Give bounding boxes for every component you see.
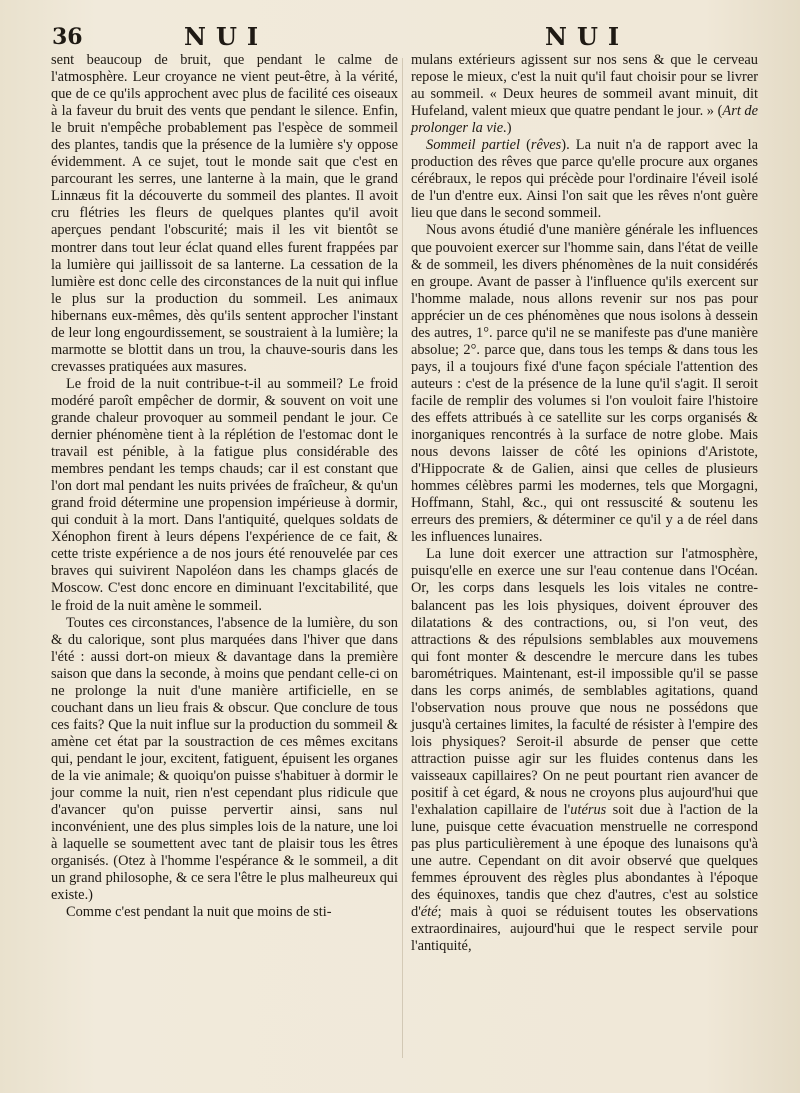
right-column [411,52,758,955]
section-heading: Sommeil partiel [426,137,521,154]
citation: Art de prolonger la vie. [411,103,759,137]
paragraph-text: ; mais à quoi se réduisent toutes les observations extraordinaires, aujourd'hui que le respect servile pour l'antiquité, [411,904,758,955]
column-divider [402,58,403,1058]
paren-open: ( [520,137,531,154]
running-head-right: NUI [545,22,630,51]
paragraph: sent beaucoup de bruit, que pendant le calme de l'atmosphère. Leur croyance ne vient peut-être, à la vérité, que de ce qu'ils approchent avec plus de facilité ces oiseaux à la faveur du bruit des vents que pendant le silence. Enfin, le bruit n'empêche probablement pas l'espèce de sommeil des plantes, tandis que la présence de la lumière s'y oppose évidemment. A ce sujet, tout le monde sait que c'est en parcourant les serres, une lanterne à la main, que le grand Linnæus fit la découverte du sommeil des plantes. Il avoit cru flétries les fleurs de quelques plantes qu'il avoit aperçues pendant l'obscurité; mais il les vit bientôt se montrer dans tout leur éclat quand elles furent frappées par la lumière qui jaillissoit de sa lanterne. La cessation de la lumière est donc celle des circonstances de la nuit qui influe le plus sur la production du sommeil. Les animaux hibernans eux-mêmes, dès qu'ils sentent approcher l'instant de leur long engourdissement, se soustraient à la lumière; la marmotte se blottit dans un trou, la chauve-souris dans les crevasses pratiquées aux masures. [51,52,398,375]
paragraph [411,52,758,137]
page-number: 36 [52,24,83,50]
paragraph: Nous avons étudié d'une manière générale les influences que pouvoient exercer sur l'homme sain, dans l'état de veille & de sommeil, les divers phénomènes de la nuit considérés en groupe. Avant de passer à l'influence qu'ils exercent sur l'homme malade, nous allons revenir sur nos pas pour apprécier un de ces phénomènes que nous isolons à dessein des autres, 1°. parce qu'il ne se manifeste pas d'une manière absolue; 2°. parce que, dans tous les temps & dans tous les pays, il a toujours fixé d'une façon spéciale l'attention des auteurs : c'est de la présence de la lune qu'il s'agit. Il seroit facile de remplir des volumes si l'on vouloit faire l'histoire des effets attribués à ce satellite sur les corps organisés & inorganiques rencontrés à la surface de notre globe. Mais nous devons laisser de côté les opinions d'Aristote, d'Hippocrate & de Galien, ainsi que celles de plusieurs hommes célèbres parmi les modernes, tels que Morgagni, Hoffmann, Stahl, &c., qui ont ressuscité & soutenu les erreurs des premiers, & déterminer ce qu'il y a de réel dans les influences lunaires. [411,222,758,546]
paragraph-text: La lune doit exercer une attraction sur l'atmosphère, puisqu'elle en exerce une sur l'eau contenue dans l'Océan. Or, les corps dans lesquels les lois vitales ne contre-balancent pas les lois physiques, doivent éprouver des dilatations & des contractions, ou, si l'on veut, des attractions & des répulsions semblables aux mouvemens qui font monter & descendre le mercure dans les tubes barométriques. Maintenant, est-il impossible qu'il se passe dans les corps animés, de semblables agitations, quand l'observation nous prouve que nous ne possédons que jusqu'à certaines limites, la faculté de résister à l'empire des lois physiques? Seroit-il absurde de penser que cette attraction puisse agir sur les fluides contenus dans les vaisseaux capillaires? On ne peut pourtant rien avancer de positif à cet égard, & nous ne croyons plus aujourd'hui que l'exhalation capillaire de l' [411,546,758,819]
paragraph [411,546,758,955]
paragraph: Comme c'est pendant la nuit que moins de sti- [66,904,332,921]
page-header [52,22,770,54]
paragraph-text: ). La nuit n'a de rapport avec la production des rêves que parce qu'elle procure aux organes cérébraux, le repos qui précède pour l'ordinaire l'éveil isolé de l'un d'entre eux. Ainsi l'on sait que les rêves n'ont guère lieu que dans le second sommeil. [411,137,758,222]
paragraph: Toutes ces circonstances, l'absence de la lumière, du son & du calorique, sont plus marquées dans l'hiver que dans l'été : aussi dort-on mieux & davantage dans la première saison que dans la seconde, à moins que pendant celle-ci on ne prolonge la nuit d'une manière artificielle, en se couchant dans un lieu frais & obscur. Que conclure de tous ces faits? Que la nuit influe sur la production du sommeil & amène cet état par la soustraction de ces mêmes excitans qui, pendant le jour, excitent, fatiguent, épuisent les organes de la vie animale; & quoiqu'on puisse s'habituer à dormir le jour comme la nuit, rien n'est cependant plus ridicule que d'avancer qu'on puisse pervertir ainsi, sans nul inconvénient, une des plus simples lois de la nature, une loi à laquelle se soumettent avec tant de plaisir tous les êtres organisés. (Otez à l'homme l'espérance & le sommeil, a dit un grand philosophe, & ce sera l'être le plus malheureux qui existe.) [51,614,398,904]
italic-term: utérus [570,802,607,819]
left-column [51,52,398,921]
paragraph-text: soit due à l'action de la lune, puisque cette évacuation menstruelle ne correspond pas plus particulièrement à une époque des lunaisons qu'à une autre. Cependant on dit avoir observé que quelques femmes éprouvent des règles plus abondantes à l'époque des équinoxes, tandis que chez d'autres, c'est au solstice d' [411,802,758,921]
section-heading-sub: rêves [530,137,562,154]
italic-term: été [420,904,438,921]
citation-close: ) [506,120,512,137]
paragraph: Le froid de la nuit contribue-t-il au sommeil? Le froid modéré paroît empêcher de dormir, & souvent on voit une grande chaleur provoquer au sommeil pendant le jour. Ce dernier phénomène tient à la réplétion de l'estomac dont le travail est pénible, à la fatigue plus considérable des membres pendant les temps chauds; car il est constant que l'on dort mal pendant les nuits privées de fraîcheur, & qu'un grand froid détermine une propension impérieuse à dormir, qui conduit à la mort. Dans l'antiquité, quelques soldats de Xénophon firent à leurs dépens l'expérience de ce fait, & cette triste expérience a de nos jours été renouvelée par ces braves qui suivirent Napoléon dans les champs glacés de Moscow. C'est donc encore en diminuant l'excitabilité, que le froid de la nuit amène le sommeil. [51,375,398,614]
paragraph-text: mulans extérieurs agissent sur nos sens & que le cerveau repose le mieux, c'est la nuit qu'il faut choisir pour se livrer au sommeil. « Deux heures de sommeil avant minuit, dit Hufeland, valent mieux que quatre pendant le jour. » ( [411,52,758,120]
paragraph [411,137,758,222]
running-head-left: NUI [184,22,269,51]
